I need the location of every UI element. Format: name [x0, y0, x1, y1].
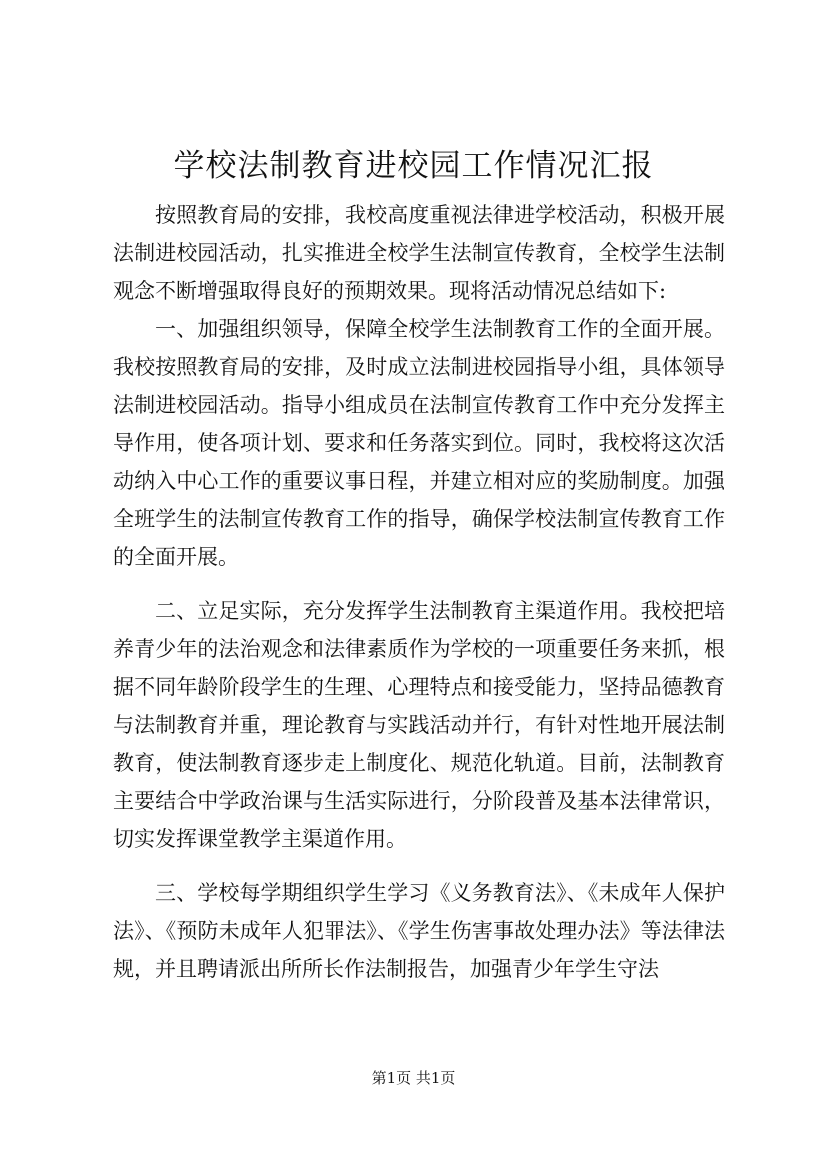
document-title: 学校法制教育进校园工作情况汇报 — [173, 148, 654, 184]
paragraph-section-1: 一、加强组织领导，保障全校学生法制教育工作的全面开展。我校按照教育局的安排，及时成立法制进校园指导小组，具体领导法制进校园活动。指导小组成员在法制宣传教育工作中充分发挥主导作用，使各项计划、要求和任务落实到位。同时，我校将这次活动纳入中心工作的重要议事日程，并建立相对应的奖励制度。加强全班学生的法制宣传教育工作的指导，确保学校法制宣传教育工作的全面开展。 — [113, 317, 725, 569]
paragraph-section-2: 二、立足实际，充分发挥学生法制教育主渠道作用。我校把培养青少年的法治观念和法律素质作为学校的一项重要任务来抓，根据不同年龄阶段学生的生理、心理特点和接受能力，坚持品德教育与法制教育并重，理论教育与实践活动并行，有针对性地开展法制教育，使法制教育逐步走上制度化、规范化轨道。目前，法制教育主要结合中学政治课与生活实际进行，分阶段普及基本法律常识，切实发挥课堂教学主渠道作用。 — [113, 599, 725, 851]
page-number-footer: 第1页 共1页 — [371, 1069, 456, 1087]
paragraph-intro: 按照教育局的安排，我校高度重视法律进学校活动，积极开展法制进校园活动，扎实推进全校学生法制宣传教育，全校学生法制观念不断增强取得良好的预期效果。现将活动情况总结如下: — [113, 203, 725, 303]
paragraph-section-3: 三、学校每学期组织学生学习《义务教育法》、《未成年人保护法》、《预防未成年人犯罪法》、《学生伤害事故处理办法》等法律法规，并且聘请派出所所长作法制报告，加强青少年学生守法 — [113, 881, 725, 981]
document-body — [113, 196, 725, 988]
